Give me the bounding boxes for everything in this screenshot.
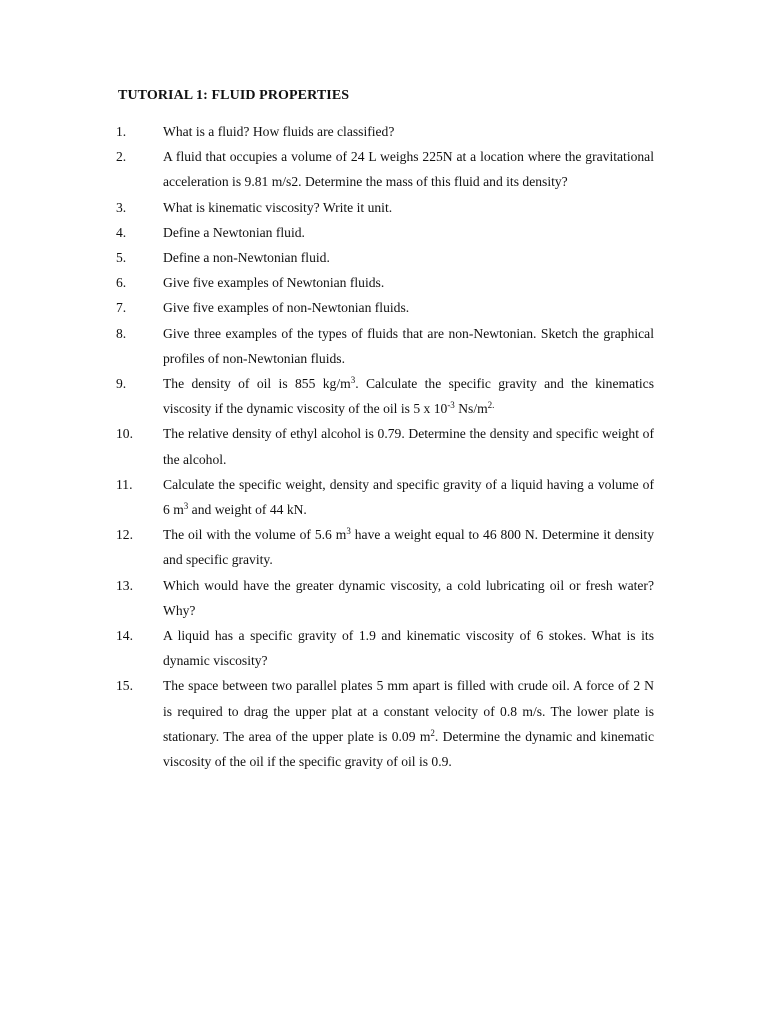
- question-text: A fluid that occupies a volume of 24 L weighs 225N at a location where the gravitational acceleration is 9.81 m/s2. Determine the mass of this fluid and its density?: [163, 149, 654, 190]
- question-number: 6.: [116, 275, 127, 291]
- question-number: 11.: [116, 476, 133, 492]
- question-text: What is kinematic viscosity? Write it unit.: [163, 199, 393, 215]
- question-text-part: and weight of 44 kN.: [188, 502, 307, 518]
- question-item: [116, 295, 654, 320]
- question-item: [116, 245, 654, 270]
- question-text: [163, 472, 654, 522]
- question-text: Which would have the greater dynamic viscosity, a cold lubricating oil or fresh water? Why?: [163, 577, 654, 618]
- superscript: 2: [430, 727, 435, 738]
- question-item: [116, 421, 654, 471]
- question-item: [116, 472, 654, 522]
- question-number: 12.: [116, 527, 133, 543]
- question-number: 15.: [116, 678, 133, 694]
- question-text: Give three examples of the types of fluids that are non-Newtonian. Sketch the graphical profiles of non-Newtonian fluids.: [163, 325, 654, 366]
- superscript: -3: [447, 400, 455, 411]
- question-number: 14.: [116, 628, 133, 644]
- question-number: 1.: [116, 124, 127, 139]
- question-text: A liquid has a specific gravity of 1.9 and kinematic viscosity of 6 stokes. What is its dynamic viscosity?: [163, 628, 654, 669]
- question-number: 4.: [116, 224, 127, 240]
- question-number: 13.: [116, 577, 133, 593]
- question-list: [116, 119, 654, 774]
- question-item: [116, 270, 654, 295]
- question-number: 2.: [116, 149, 127, 165]
- question-text-part: . Determine the dynamic and kinematic viscosity of the oil if the specific gravity of oil is 0.9.: [163, 728, 654, 770]
- question-number: 3.: [116, 199, 127, 215]
- superscript: 3: [350, 375, 356, 386]
- question-number: 7.: [116, 300, 127, 316]
- question-text-part: Ns/m: [454, 401, 488, 417]
- question-text-part: Calculate the specific weight, density and specific gravity of a liquid having a volume of 6 m: [163, 476, 654, 518]
- question-number: 10.: [116, 426, 133, 442]
- question-text: Define a Newtonian fluid.: [163, 224, 305, 240]
- question-text: The relative density of ethyl alcohol is 0.79. Determine the density and specific weight of the alcohol.: [163, 426, 654, 467]
- question-item: [116, 321, 654, 371]
- question-number: 5.: [116, 250, 127, 266]
- question-text-part: The oil with the volume of 5.6 m: [163, 527, 347, 543]
- question-text-part: The space between two parallel plates 5 mm apart is filled with crude oil. A force of 2 N is required to drag the upper plat at a constant velocity of 0.8 m/s. The lower plate is stationary. The area of the upper plate is 0.09 m: [163, 678, 654, 744]
- question-item: [116, 195, 654, 220]
- question-text: Give five examples of Newtonian fluids.: [163, 275, 385, 291]
- question-text: What is a fluid? How fluids are classified?: [163, 124, 395, 139]
- question-item: [116, 573, 654, 623]
- question-text: [163, 371, 654, 421]
- question-text-part: The density of oil is 855 kg/m: [163, 376, 351, 392]
- question-item: [116, 220, 654, 245]
- question-item: [116, 144, 654, 194]
- question-text: [163, 673, 654, 774]
- question-number: 9.: [116, 376, 127, 392]
- question-text-part: . Calculate the specific gravity and the kinematics viscosity if the dynamic viscosity of the oil is 5 x 10: [163, 376, 654, 417]
- question-text-part: have a weight equal to 46 800 N. Determine it density and specific gravity.: [163, 527, 654, 568]
- question-text: [163, 522, 654, 572]
- question-text: Give five examples of non-Newtonian fluids.: [163, 300, 410, 316]
- superscript: 2.: [487, 400, 495, 411]
- question-number: 8.: [116, 325, 127, 341]
- question-item: [116, 119, 654, 144]
- superscript: 3: [346, 526, 351, 537]
- question-item: [116, 371, 654, 421]
- question-item: [116, 522, 654, 572]
- document-title: TUTORIAL 1: FLUID PROPERTIES: [118, 88, 350, 103]
- question-item: [116, 623, 654, 673]
- question-item: [116, 673, 654, 774]
- question-text: Define a non-Newtonian fluid.: [163, 250, 330, 266]
- superscript: 3: [183, 501, 189, 512]
